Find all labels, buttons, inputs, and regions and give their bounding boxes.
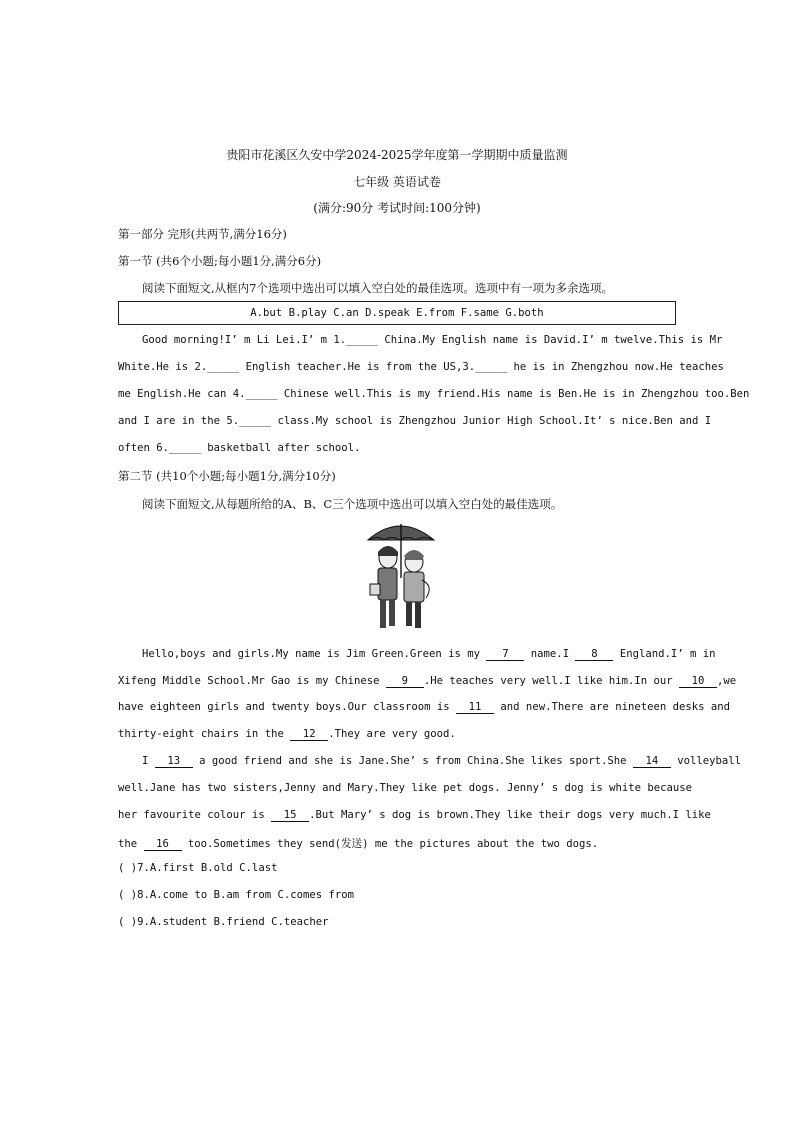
- part1-heading: 第一部分 完形(共两节,满分16分): [118, 227, 287, 241]
- two-children-under-umbrella-illustration: [360, 518, 440, 636]
- text: me English.He can 4.: [118, 388, 246, 400]
- text: class.My school is Zhengzhou Junior High School.It’ s nice.Ben and I: [271, 415, 712, 427]
- text: often 6.: [118, 442, 170, 454]
- text: a good friend and she is Jane.She’ s from China.She likes sport.She: [192, 755, 633, 767]
- text: the: [118, 838, 144, 850]
- exam-grade: 七年级 英语试卷: [353, 175, 441, 189]
- exam-meta: (满分:90分 考试时间:100分钟): [313, 201, 481, 215]
- text: and new.There are nineteen desks and: [494, 701, 731, 713]
- text: Xifeng Middle School.Mr Gao is my Chinese: [118, 675, 386, 687]
- blank-8: 8: [575, 648, 613, 661]
- text: basketball after school.: [200, 442, 361, 454]
- blank-15: 15: [271, 809, 309, 822]
- text: England.I’ m in: [613, 648, 716, 660]
- passage1-line: [142, 334, 723, 346]
- passage2-line: [118, 675, 737, 688]
- passage2-line: [142, 755, 742, 768]
- text: have eighteen girls and twenty boys.Our classroom is: [118, 701, 457, 713]
- text: English teacher.He is from the US,3.: [239, 361, 476, 373]
- passage2-line: [118, 728, 678, 741]
- text: thirty-eight chairs in the: [118, 728, 291, 740]
- text: Chinese well.This is my friend.His name is Ben.He is in Zhengzhou too.Ben: [277, 388, 750, 400]
- text: White.He is 2.: [118, 361, 208, 373]
- options-box: A.but B.play C.an D.speak E.from F.same G.both: [118, 301, 676, 325]
- blank-3: _____: [475, 361, 508, 373]
- text: name.I: [524, 648, 576, 660]
- section1-instruction: 阅读下面短文,从框内7个选项中选出可以填入空白处的最佳选项。选项中有一项为多余选项。: [142, 281, 613, 295]
- passage1-line: [118, 361, 724, 373]
- blank-5: _____: [239, 415, 272, 427]
- blank-4: _____: [245, 388, 278, 400]
- blank-11: 11: [456, 701, 494, 714]
- passage2-line: [118, 836, 678, 851]
- text: he is in Zhengzhou now.He teaches: [507, 361, 724, 373]
- passage1-line: [118, 388, 750, 400]
- text: I: [142, 755, 155, 767]
- blank-2: _____: [207, 361, 240, 373]
- text: Good morning!I’ m Li Lei.I’ m 1.: [142, 334, 347, 346]
- blank-9: 9: [386, 675, 424, 688]
- text: ,we: [717, 675, 737, 687]
- text: and I are in the 5.: [118, 415, 240, 427]
- text: volleyball: [670, 755, 742, 767]
- passage2-line: [118, 809, 711, 822]
- blank-16: 16: [144, 838, 182, 851]
- passage2-line: [118, 701, 731, 714]
- text: too.Sometimes they send(发送) me the pictures about the two dogs.: [181, 838, 599, 850]
- blank-7: 7: [486, 648, 524, 661]
- text: .They are very good.: [328, 728, 456, 740]
- exam-title: 贵阳市花溪区久安中学2024-2025学年度第一学期期中质量监测: [226, 148, 568, 162]
- passage1-line: [118, 442, 678, 454]
- blank-10: 10: [679, 675, 717, 688]
- blank-1: _____: [346, 334, 378, 346]
- blank-14: 14: [633, 755, 671, 768]
- passage2-line: [142, 648, 716, 661]
- question-7: ( )7.A.first B.old C.last: [118, 862, 278, 874]
- section2-instruction: 阅读下面短文,从每题所给的A、B、C三个选项中选出可以填入空白处的最佳选项。: [142, 497, 563, 511]
- text: .He teaches very well.I like him.In our: [423, 675, 679, 687]
- section2-heading: 第二节 (共10个小题;每小题1分,满分10分): [118, 469, 336, 483]
- text: her favourite colour is: [118, 809, 272, 821]
- section1-heading: 第一节 (共6个小题;每小题1分,满分6分): [118, 254, 322, 268]
- passage2-line: well.Jane has two sisters,Jenny and Mary.They like pet dogs. Jenny’ s dog is white because: [118, 782, 693, 794]
- question-9: ( )9.A.student B.friend C.teacher: [118, 916, 329, 928]
- text: Hello,boys and girls.My name is Jim Green.Green is my: [142, 648, 487, 660]
- blank-12: 12: [290, 728, 328, 741]
- passage1-line: [118, 415, 712, 427]
- blank-6: _____: [169, 442, 201, 454]
- blank-13: 13: [155, 755, 193, 768]
- text: China.My English name is David.I’ m twelve.This is Mr: [378, 334, 723, 346]
- question-8: ( )8.A.come to B.am from C.comes from: [118, 889, 354, 901]
- text: .But Mary’ s dog is brown.They like their dogs very much.I like: [309, 809, 711, 821]
